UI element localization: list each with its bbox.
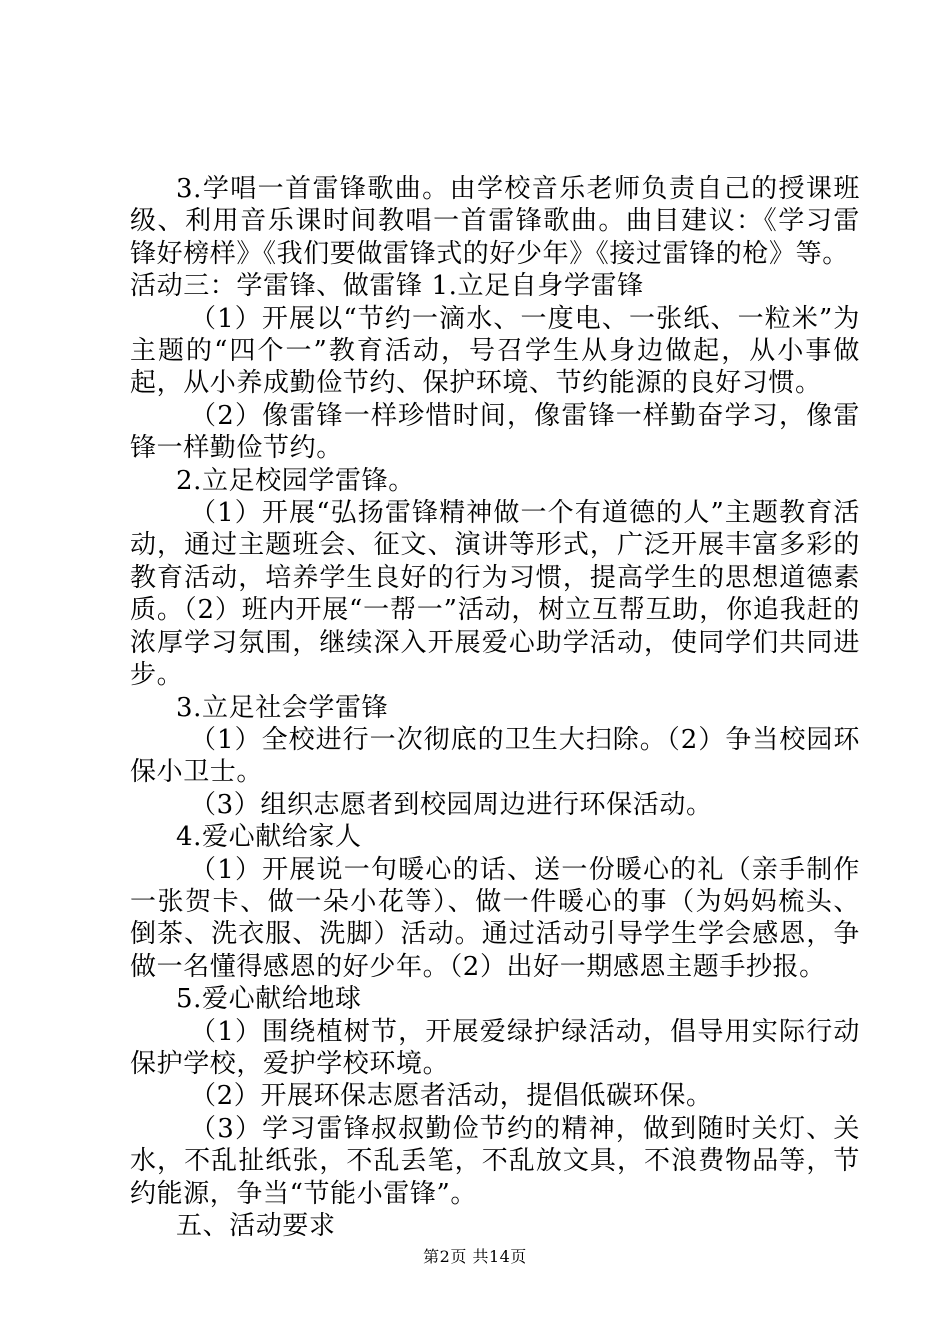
- paragraph: （1）全校进行一次彻底的卫生大扫除。（2）争当校园环保小卫士。: [130, 724, 860, 788]
- paragraph: 3.立足社会学雷锋: [176, 692, 389, 723]
- paragraph: （2）像雷锋一样珍惜时间，像雷锋一样勤奋学习，像雷锋一样勤俭节约。: [130, 400, 860, 464]
- document-body: [130, 173, 860, 1242]
- paragraph: （3）学习雷锋叔叔勤俭节约的精神，做到随时关灯、关水，不乱扯纸张，不乱丢笔，不乱放文具，不浪费物品等，节约能源，争当“节能小雷锋”。: [130, 1113, 860, 1209]
- paragraph: 五、活动要求: [176, 1211, 336, 1241]
- paragraph: （1）开展“弘扬雷锋精神做一个有道德的人”主题教育活动，通过主题班会、征文、演讲等形式，广泛开展丰富多彩的教育活动，培养学生良好的行为习惯，提高学生的思想道德素质。（2）班内开展“一帮一”活动，树立互帮互助，你追我赶的浓厚学习氛围，继续深入开展爱心助学活动，使同学们共同进步。: [130, 498, 860, 691]
- paragraph: 3.学唱一首雷锋歌曲。由学校音乐老师负责自己的授课班级、利用音乐课时间教唱一首雷锋歌曲。曲目建议：《学习雷锋好榜样》《我们要做雷锋式的好少年》《接过雷锋的枪》等。: [130, 174, 860, 269]
- paragraph: （1）开展以“节约一滴水、一度电、一张纸、一粒米”为主题的“四个一”教育活动，号召学生从身边做起，从小事做起，从小养成勤俭节约、保护环境、节约能源的良好习惯。: [130, 303, 860, 399]
- paragraph: 5.爱心献给地球: [176, 984, 362, 1015]
- page-footer: 第2页 共14页: [423, 1247, 527, 1266]
- paragraph: （3）组织志愿者到校园周边进行环保活动。: [190, 789, 713, 820]
- paragraph: 活动三：学雷锋、做雷锋 1.立足自身学雷锋: [130, 271, 644, 302]
- paragraph: （1）围绕植树节，开展爱绿护绿活动，倡导用实际行动保护学校，爱护学校环境。: [130, 1016, 860, 1079]
- paragraph: （2）开展环保志愿者活动，提倡低碳环保。: [190, 1081, 713, 1112]
- paragraph: 2.立足校园学雷锋。: [176, 465, 415, 496]
- paragraph: （1）开展说一句暖心的话、送一份暖心的礼（亲手制作一张贺卡、做一朵小花等）、做一件暖心的事（为妈妈梳头、倒茶、洗衣服、洗脚）活动。通过活动引导学生学会感恩，争做一名懂得感恩的好少年。（2）出好一期感恩主题手抄报。: [130, 854, 860, 982]
- paragraph: 4.爱心献给家人: [176, 822, 362, 853]
